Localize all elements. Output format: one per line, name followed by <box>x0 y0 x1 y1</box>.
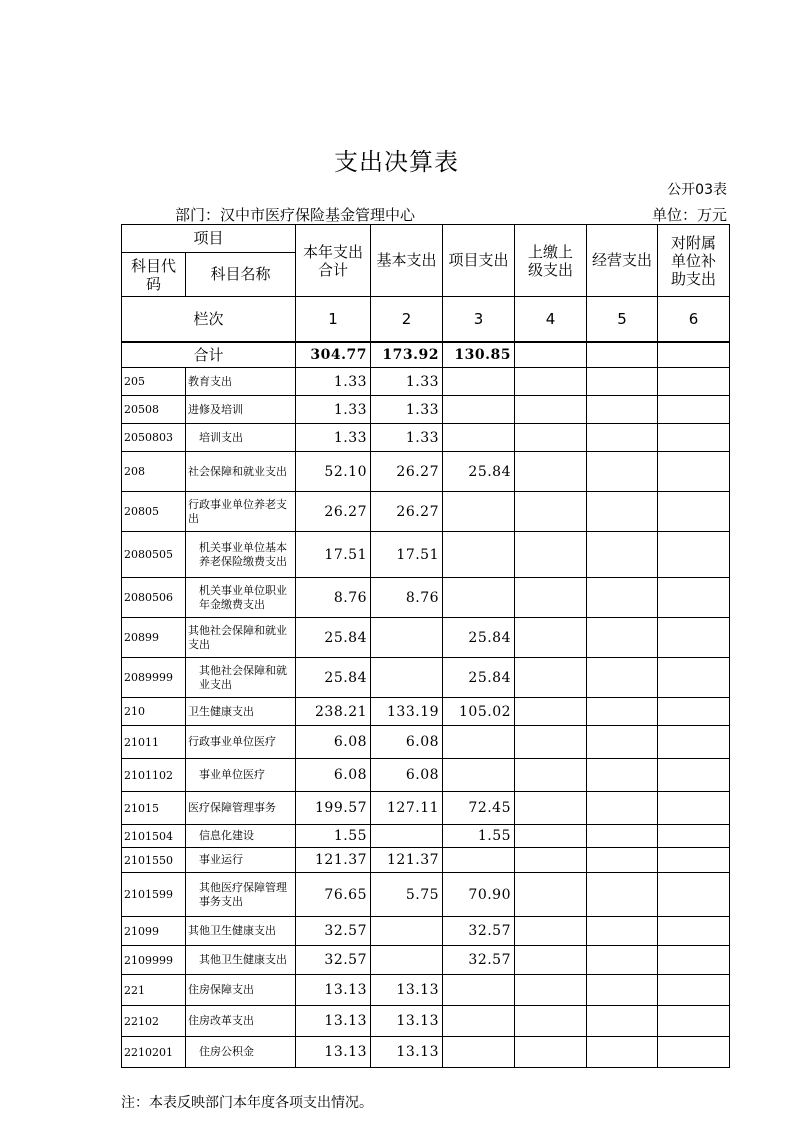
table-row <box>122 368 730 396</box>
row-name: 机关事业单位职业年金缴费支出 <box>186 578 296 618</box>
row-name: 住房改革支出 <box>186 1006 296 1037</box>
row-col3: 32.57 <box>443 946 515 975</box>
row-col2: 1.33 <box>371 368 443 396</box>
row-col6 <box>658 368 730 396</box>
row-col5 <box>587 792 658 825</box>
row-name: 其他卫生健康支出 <box>186 946 296 975</box>
row-code: 2050803 <box>122 424 186 452</box>
row-name: 行政事业单位医疗 <box>186 726 296 759</box>
total-label: 合计 <box>122 342 296 368</box>
row-code: 2101599 <box>122 873 186 917</box>
row-name: 其他卫生健康支出 <box>186 917 296 946</box>
row-col1: 121.37 <box>296 848 371 873</box>
row-col3 <box>443 975 515 1006</box>
row-col1: 1.33 <box>296 396 371 424</box>
header-col5: 经营支出 <box>587 225 658 297</box>
row-col5 <box>587 946 658 975</box>
row-col5 <box>587 1006 658 1037</box>
row-col6 <box>658 873 730 917</box>
row-col4 <box>515 946 587 975</box>
row-col3 <box>443 492 515 532</box>
row-col1: 1.33 <box>296 424 371 452</box>
table-row <box>122 946 730 975</box>
row-col6 <box>658 492 730 532</box>
row-col5 <box>587 917 658 946</box>
row-col3: 70.90 <box>443 873 515 917</box>
row-col1: 1.55 <box>296 825 371 848</box>
table-row <box>122 759 730 792</box>
row-col5 <box>587 658 658 698</box>
row-col2 <box>371 658 443 698</box>
row-col5 <box>587 578 658 618</box>
row-col4 <box>515 368 587 396</box>
row-col2: 13.13 <box>371 975 443 1006</box>
header-col2: 基本支出 <box>371 225 443 297</box>
row-col4 <box>515 658 587 698</box>
header-col6: 对附属单位补助支出 <box>658 225 730 297</box>
row-col2: 13.13 <box>371 1037 443 1068</box>
row-col2: 121.37 <box>371 848 443 873</box>
header-name: 科目名称 <box>186 253 296 297</box>
row-code: 221 <box>122 975 186 1006</box>
row-col6 <box>658 848 730 873</box>
row-col4 <box>515 917 587 946</box>
total-row <box>122 342 730 368</box>
header-code: 科目代码 <box>122 253 186 297</box>
total-col3: 130.85 <box>443 342 515 368</box>
row-col2: 1.33 <box>371 424 443 452</box>
row-col4 <box>515 759 587 792</box>
row-col4 <box>515 452 587 492</box>
form-number: 公开03表 <box>667 182 727 198</box>
header-col4: 上缴上级支出 <box>515 225 587 297</box>
row-col2: 17.51 <box>371 532 443 578</box>
row-col4 <box>515 578 587 618</box>
table-row <box>122 578 730 618</box>
row-col3 <box>443 396 515 424</box>
row-col4 <box>515 848 587 873</box>
row-col6 <box>658 452 730 492</box>
row-name: 教育支出 <box>186 368 296 396</box>
row-col4 <box>515 698 587 726</box>
row-col3: 25.84 <box>443 658 515 698</box>
row-code: 20508 <box>122 396 186 424</box>
row-name: 机关事业单位基本养老保险缴费支出 <box>186 532 296 578</box>
row-name: 事业运行 <box>186 848 296 873</box>
row-col6 <box>658 917 730 946</box>
table-row <box>122 1006 730 1037</box>
row-col3: 25.84 <box>443 452 515 492</box>
row-col3: 72.45 <box>443 792 515 825</box>
row-col1: 238.21 <box>296 698 371 726</box>
column-number: 1 <box>296 297 371 342</box>
row-col6 <box>658 532 730 578</box>
row-col1: 199.57 <box>296 792 371 825</box>
row-col4 <box>515 726 587 759</box>
row-col2: 127.11 <box>371 792 443 825</box>
row-col3 <box>443 1037 515 1068</box>
table-row <box>122 792 730 825</box>
row-code: 2109999 <box>122 946 186 975</box>
column-number: 5 <box>587 297 658 342</box>
row-col1: 76.65 <box>296 873 371 917</box>
row-col1: 1.33 <box>296 368 371 396</box>
row-col5 <box>587 424 658 452</box>
row-col1: 8.76 <box>296 578 371 618</box>
row-col6 <box>658 1006 730 1037</box>
row-code: 20899 <box>122 618 186 658</box>
row-code: 2101504 <box>122 825 186 848</box>
row-col6 <box>658 424 730 452</box>
row-name: 社会保障和就业支出 <box>186 452 296 492</box>
row-col3 <box>443 424 515 452</box>
row-col1: 17.51 <box>296 532 371 578</box>
column-index-row <box>122 297 730 342</box>
row-col2: 26.27 <box>371 452 443 492</box>
row-col6 <box>658 825 730 848</box>
row-col2: 6.08 <box>371 759 443 792</box>
row-code: 2080505 <box>122 532 186 578</box>
row-col5 <box>587 1037 658 1068</box>
row-name: 事业单位医疗 <box>186 759 296 792</box>
row-name: 其他社会保障和就业支出 <box>186 658 296 698</box>
footnote: 注：本表反映部门本年度各项支出情况。 <box>121 1095 373 1111</box>
row-code: 2101550 <box>122 848 186 873</box>
row-col1: 52.10 <box>296 452 371 492</box>
total-col5 <box>587 342 658 368</box>
row-col2 <box>371 946 443 975</box>
row-name: 卫生健康支出 <box>186 698 296 726</box>
table-row <box>122 452 730 492</box>
row-col6 <box>658 946 730 975</box>
row-name: 信息化建设 <box>186 825 296 848</box>
row-col4 <box>515 532 587 578</box>
row-code: 205 <box>122 368 186 396</box>
header-col1: 本年支出合计 <box>296 225 371 297</box>
header-row-1 <box>122 225 730 253</box>
row-col5 <box>587 532 658 578</box>
total-col4 <box>515 342 587 368</box>
expenditure-table <box>121 224 730 1068</box>
table-row <box>122 825 730 848</box>
unit-label: 单位：万元 <box>651 206 727 224</box>
row-col2: 6.08 <box>371 726 443 759</box>
column-index-label: 栏次 <box>122 297 296 342</box>
row-col4 <box>515 1037 587 1068</box>
row-col1: 32.57 <box>296 917 371 946</box>
row-code: 2089999 <box>122 658 186 698</box>
row-col5 <box>587 396 658 424</box>
row-code: 22102 <box>122 1006 186 1037</box>
table-row <box>122 873 730 917</box>
row-col6 <box>658 698 730 726</box>
row-col3 <box>443 368 515 396</box>
row-col2: 26.27 <box>371 492 443 532</box>
header-col3: 项目支出 <box>443 225 515 297</box>
row-code: 2080506 <box>122 578 186 618</box>
row-code: 21099 <box>122 917 186 946</box>
row-code: 21015 <box>122 792 186 825</box>
row-col2: 13.13 <box>371 1006 443 1037</box>
row-col1: 6.08 <box>296 726 371 759</box>
table-row <box>122 698 730 726</box>
row-col5 <box>587 452 658 492</box>
row-col6 <box>658 618 730 658</box>
row-col4 <box>515 396 587 424</box>
row-name: 进修及培训 <box>186 396 296 424</box>
row-code: 2210201 <box>122 1037 186 1068</box>
row-name: 行政事业单位养老支出 <box>186 492 296 532</box>
total-col2: 173.92 <box>371 342 443 368</box>
row-col5 <box>587 848 658 873</box>
row-col6 <box>658 658 730 698</box>
row-col4 <box>515 424 587 452</box>
table-row <box>122 726 730 759</box>
row-col4 <box>515 873 587 917</box>
row-col6 <box>658 975 730 1006</box>
table-row <box>122 975 730 1006</box>
row-code: 208 <box>122 452 186 492</box>
table-row <box>122 658 730 698</box>
table-row <box>122 396 730 424</box>
row-col5 <box>587 698 658 726</box>
row-col5 <box>587 492 658 532</box>
row-col3: 1.55 <box>443 825 515 848</box>
row-col3 <box>443 578 515 618</box>
row-col5 <box>587 618 658 658</box>
row-col4 <box>515 825 587 848</box>
row-col4 <box>515 975 587 1006</box>
row-col3: 32.57 <box>443 917 515 946</box>
row-col5 <box>587 759 658 792</box>
row-col4 <box>515 792 587 825</box>
row-col3: 105.02 <box>443 698 515 726</box>
row-col6 <box>658 578 730 618</box>
table-row <box>122 848 730 873</box>
row-col5 <box>587 873 658 917</box>
row-col5 <box>587 825 658 848</box>
row-name: 住房保障支出 <box>186 975 296 1006</box>
row-col1: 13.13 <box>296 1037 371 1068</box>
row-col1: 32.57 <box>296 946 371 975</box>
row-col2: 5.75 <box>371 873 443 917</box>
column-number: 3 <box>443 297 515 342</box>
table-row <box>122 1037 730 1068</box>
row-col1: 25.84 <box>296 658 371 698</box>
row-col3 <box>443 759 515 792</box>
row-col1: 25.84 <box>296 618 371 658</box>
row-col6 <box>658 759 730 792</box>
row-col3 <box>443 726 515 759</box>
row-col2 <box>371 825 443 848</box>
row-col1: 6.08 <box>296 759 371 792</box>
row-col1: 13.13 <box>296 975 371 1006</box>
row-col2: 133.19 <box>371 698 443 726</box>
total-col1: 304.77 <box>296 342 371 368</box>
row-code: 210 <box>122 698 186 726</box>
row-col6 <box>658 1037 730 1068</box>
row-col5 <box>587 975 658 1006</box>
row-col2: 1.33 <box>371 396 443 424</box>
column-number: 2 <box>371 297 443 342</box>
row-col5 <box>587 726 658 759</box>
row-col4 <box>515 492 587 532</box>
row-name: 培训支出 <box>186 424 296 452</box>
row-col6 <box>658 396 730 424</box>
row-col2 <box>371 917 443 946</box>
page-title: 支出决算表 <box>334 148 459 176</box>
row-col3 <box>443 1006 515 1037</box>
row-name: 住房公积金 <box>186 1037 296 1068</box>
table-row <box>122 424 730 452</box>
header-item: 项目 <box>122 225 296 253</box>
row-col5 <box>587 368 658 396</box>
table-row <box>122 532 730 578</box>
row-col3 <box>443 532 515 578</box>
row-code: 21011 <box>122 726 186 759</box>
row-name: 医疗保障管理事务 <box>186 792 296 825</box>
row-col1: 13.13 <box>296 1006 371 1037</box>
table-row <box>122 492 730 532</box>
row-col2: 8.76 <box>371 578 443 618</box>
row-col6 <box>658 726 730 759</box>
row-name: 其他社会保障和就业支出 <box>186 618 296 658</box>
row-col3: 25.84 <box>443 618 515 658</box>
department-label: 部门：汉中市医疗保险基金管理中心 <box>175 206 416 224</box>
row-col4 <box>515 1006 587 1037</box>
row-col1: 26.27 <box>296 492 371 532</box>
column-number: 4 <box>515 297 587 342</box>
row-col3 <box>443 848 515 873</box>
row-col6 <box>658 792 730 825</box>
row-name: 其他医疗保障管理事务支出 <box>186 873 296 917</box>
table-row <box>122 917 730 946</box>
row-code: 20805 <box>122 492 186 532</box>
column-number: 6 <box>658 297 730 342</box>
row-col2 <box>371 618 443 658</box>
row-code: 2101102 <box>122 759 186 792</box>
table-row <box>122 618 730 658</box>
row-col4 <box>515 618 587 658</box>
total-col6 <box>658 342 730 368</box>
